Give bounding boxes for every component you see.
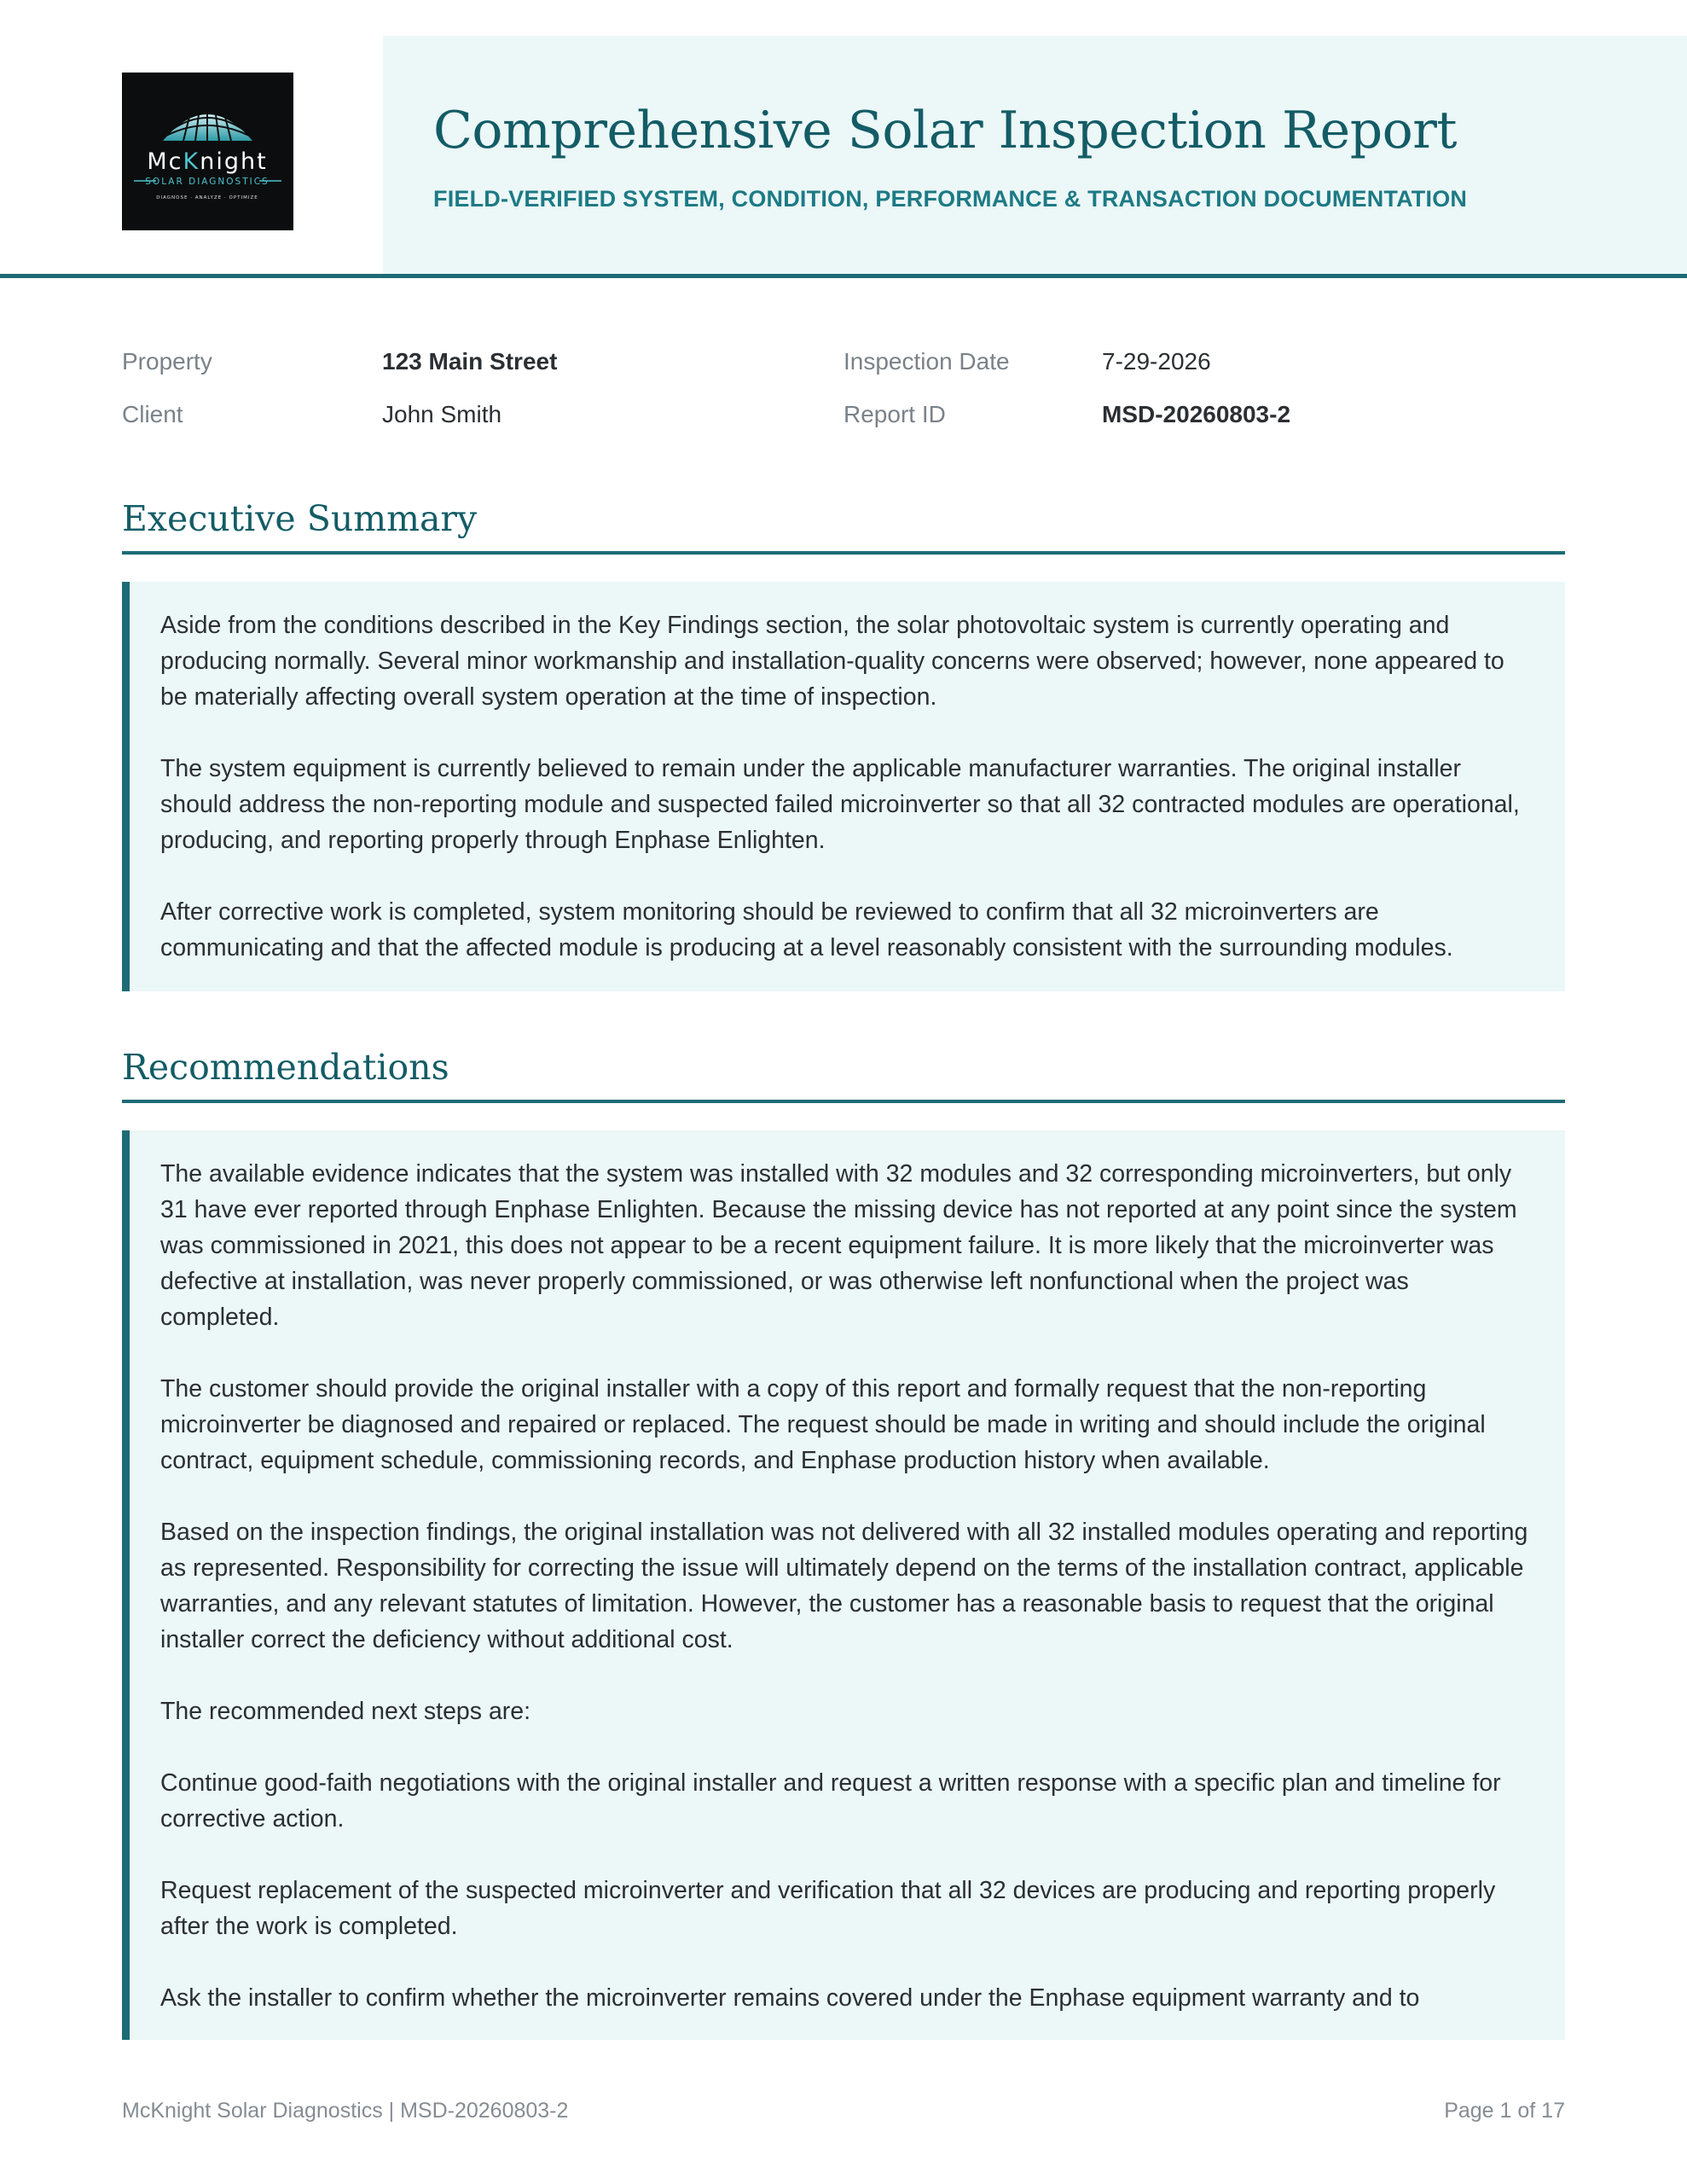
page-number: Page 1 of 17 (1444, 2099, 1565, 2123)
property-label: Property (122, 348, 212, 375)
svg-text:McKnight (147, 148, 267, 175)
inspection-date-label: Inspection Date (844, 348, 1010, 375)
recommendation-paragraph: Based on the inspection findings, the original installation was not delivered with all 32 installed modules operating and reporting as represented. Responsibility for correcting the issue will ultimately depend on the terms of the installation contract, applicable warranties, and any relevant statutes of limitation. However, the customer has a reasonable basis to request that the original installer correct the deficiency without additional cost. (160, 1519, 1528, 1653)
logo-motto: DIAGNOSE · ANALYZE · OPTIMIZE (156, 195, 258, 200)
recommendation-paragraph: Continue good-faith negotiations with the original installer and request a written response with a specific plan and timeline for corrective action. (160, 1769, 1501, 1833)
recommendations-panel (122, 1130, 1565, 2040)
inspection-date-value: 7-29-2026 (1102, 348, 1211, 375)
property-value: 123 Main Street (382, 348, 558, 375)
report-title: Comprehensive Solar Inspection Report (433, 101, 1458, 160)
report-id-label: Report ID (844, 401, 946, 427)
client-label: Client (122, 401, 183, 427)
summary-paragraph: After corrective work is completed, system monitoring should be reviewed to confirm that all 32 microinverters are communicating and that the affected module is producing at a level reasonably consistent with the surrounding modules. (160, 898, 1453, 961)
report-subtitle: FIELD-VERIFIED SYSTEM, CONDITION, PERFORMANCE & TRANSACTION DOCUMENTATION (433, 186, 1468, 212)
logo-name-part1: Mc (147, 148, 183, 175)
footer-left: McKnight Solar Diagnostics | MSD-20260803-2 (122, 2099, 569, 2123)
recommendations-heading: Recommendations (122, 1047, 1565, 1103)
report-id-value: MSD-20260803-2 (1102, 401, 1291, 427)
recommendation-paragraph: The available evidence indicates that the system was installed with 32 modules and 32 corresponding microinverters, but only 31 have ever reported through Enphase Enlighten. Because the missing device has not reported at any point since the system was commissioned in 2021, this does not appear to be a recent equipment failure. It is more likely that the microinverter was defective at installation, was never properly commissioned, or was otherwise left nonfunctional when the project was completed. (160, 1160, 1517, 1331)
recommendation-paragraph: Ask the installer to confirm whether the microinverter remains covered under the Enphase equipment warranty and to (160, 1984, 1420, 2012)
executive-summary-heading: Executive Summary (122, 498, 1565, 555)
recommendation-paragraph: The customer should provide the original installer with a copy of this report and formally request that the non-reporting microinverter be diagnosed and repaired or replaced. The request should be made in writing and should include the original contract, equipment schedule, commissioning records, and Enphase production history when available. (160, 1375, 1486, 1474)
logo-name-part2: K (183, 148, 200, 175)
solar-dome-icon (122, 73, 293, 230)
recommendation-paragraph: Request replacement of the suspected microinverter and verification that all 32 devices are producing and reporting properly after the work is completed. (160, 1877, 1496, 1940)
company-logo (122, 73, 293, 230)
logo-tagline: SOLAR DIAGNOSTICS (145, 177, 270, 187)
summary-paragraph: Aside from the conditions described in the Key Findings section, the solar photovoltaic system is currently operating and producing normally. Several minor workmanship and installation-quality concerns were observed; however, none appeared to be materially affecting overall system operation at the time of inspection. (160, 612, 1504, 711)
client-value: John Smith (382, 401, 502, 427)
logo-name-part3: night (200, 148, 268, 175)
summary-paragraph: The system equipment is currently believed to remain under the applicable manufacturer warranties. The original installer should address the non-reporting module and suspected failed microinverter so that all 32 contracted modules are operational, producing, and reporting properly through Enphase Enlighten. (160, 755, 1520, 854)
report-header (0, 0, 1687, 278)
executive-summary-panel (122, 582, 1565, 991)
recommendation-paragraph: The recommended next steps are: (160, 1698, 531, 1725)
